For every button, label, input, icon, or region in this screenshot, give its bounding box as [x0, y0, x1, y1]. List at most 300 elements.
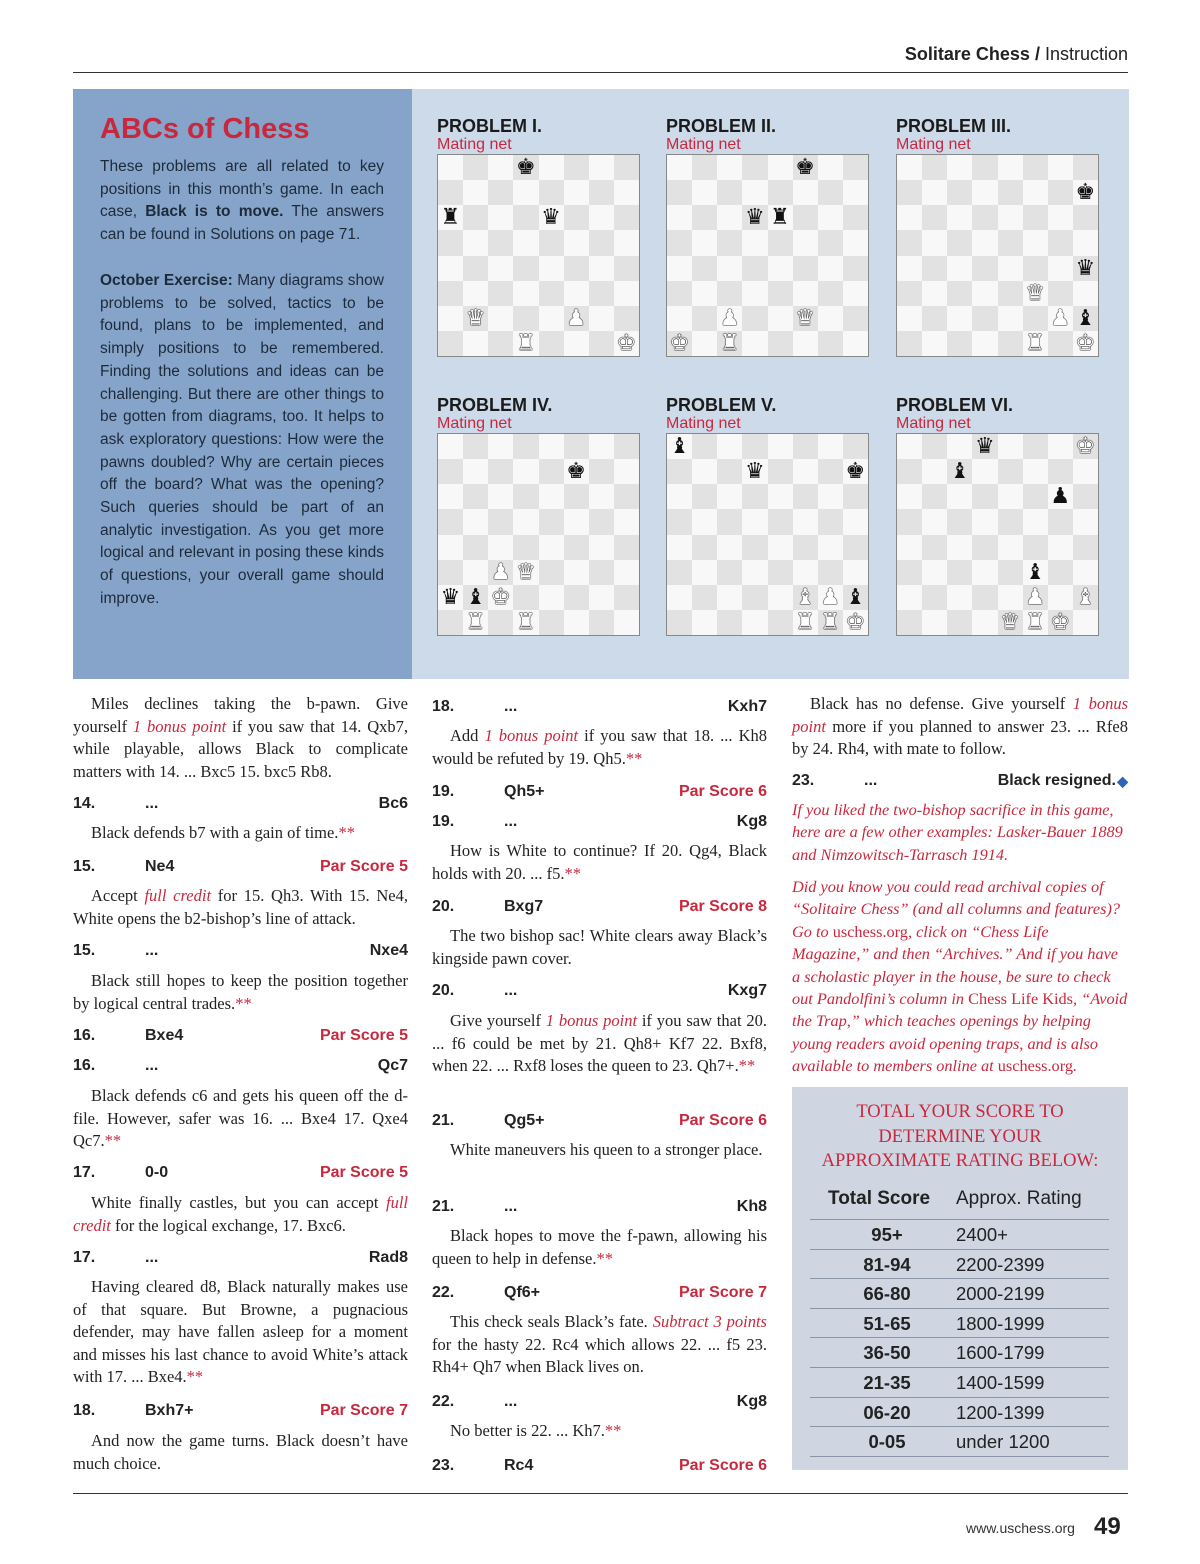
- paragraph: The two bishop sac! White clears away Black’s kingside pawn cover.: [432, 926, 767, 968]
- full-credit-text: full credit: [73, 1193, 408, 1235]
- par-score: Par Score 5: [319, 1164, 408, 1181]
- board-square: [667, 459, 692, 484]
- board-square: [614, 509, 639, 534]
- board-square: [1073, 459, 1098, 484]
- move-row: 21. ... Kh8: [432, 1198, 767, 1215]
- white-rook-icon: ♜: [795, 609, 815, 635]
- board-square: [742, 434, 767, 459]
- board-square: [897, 434, 922, 459]
- board-square: [589, 484, 614, 509]
- board-square: [488, 509, 513, 534]
- board-square: [768, 509, 793, 534]
- board-square: [513, 585, 538, 610]
- board-square: [947, 256, 972, 281]
- board-square: [843, 484, 868, 509]
- star-mark: **: [338, 823, 355, 842]
- board-square: [793, 180, 818, 205]
- problem-2: [666, 116, 868, 366]
- board-square: [667, 155, 692, 180]
- black-king-icon: ♚: [795, 155, 815, 180]
- board-square: [589, 230, 614, 255]
- board-square: [818, 180, 843, 205]
- bonus-point-text: 1 bonus point: [545, 1011, 638, 1030]
- board-square: [438, 560, 463, 585]
- board-square: [589, 434, 614, 459]
- board-square: [614, 155, 639, 180]
- board-square: [1048, 434, 1073, 459]
- board-square: [843, 256, 868, 281]
- black-queen-icon: ♛: [745, 459, 765, 485]
- board-square: [438, 509, 463, 534]
- board-square: [793, 331, 818, 356]
- board-square: [998, 560, 1023, 585]
- white-king-icon: ♚: [845, 609, 866, 635]
- problem-title: PROBLEM I.: [437, 116, 543, 136]
- board-square: [692, 180, 717, 205]
- board-square: [742, 256, 767, 281]
- board-square: [897, 205, 922, 230]
- board-square: [539, 230, 564, 255]
- problem-title: PROBLEM IV.: [437, 395, 553, 415]
- paragraph: Black still hopes to keep the position together by logical central trades.**: [73, 971, 408, 1013]
- board-square: [768, 155, 793, 180]
- board-square: [897, 281, 922, 306]
- board-square: [742, 560, 767, 585]
- board-square: [897, 180, 922, 205]
- score-row: 06-20 1200-1399: [810, 1398, 1109, 1428]
- white-queen-icon: ♛: [465, 305, 486, 331]
- board-square: [922, 155, 947, 180]
- board-square: [947, 535, 972, 560]
- star-mark: **: [235, 993, 252, 1013]
- board-square: [742, 331, 767, 356]
- board-square: [539, 509, 564, 534]
- board-square: [1073, 281, 1098, 306]
- problem-subtitle: Mating net: [896, 136, 971, 153]
- board-square: [1023, 484, 1048, 509]
- board-square: [1023, 459, 1048, 484]
- black-bishop-icon: ♝: [845, 584, 866, 610]
- score-row: 51-65 1800-1999: [810, 1309, 1109, 1339]
- board-square: [947, 585, 972, 610]
- board-square: [947, 610, 972, 635]
- board-square: [589, 560, 614, 585]
- white-rook-icon: ♜: [820, 609, 841, 635]
- uschess-link[interactable]: uschess.org: [997, 1056, 1073, 1076]
- board-square: [438, 610, 463, 635]
- board-square: [667, 484, 692, 509]
- white-king-icon: ♚: [1075, 330, 1096, 356]
- board-square: [768, 306, 793, 331]
- bonus-point-text: 1 bonus point: [132, 716, 227, 736]
- board-square: [463, 155, 488, 180]
- black-queen-icon: ♛: [975, 434, 995, 459]
- black-rook-icon: ♜: [440, 205, 461, 231]
- par-score: Par Score 6: [678, 1457, 767, 1474]
- board-square: [539, 331, 564, 356]
- board-square: [922, 560, 947, 585]
- board-square: [998, 434, 1023, 459]
- board-square: [843, 535, 868, 560]
- board-square: [998, 205, 1023, 230]
- bishop-sacrifice-note: If you liked the two-bishop sacrifice in this game, here are a few other examples: Lasker-Bauer 1889 and Nimzowitsch-Tarrasch 1914.: [792, 800, 1123, 864]
- board-square: [768, 535, 793, 560]
- board-square: [998, 509, 1023, 534]
- header-separator: /: [1029, 44, 1045, 64]
- board-square: [922, 434, 947, 459]
- board-square: [1048, 331, 1073, 356]
- board-square: [564, 535, 589, 560]
- board-square: [717, 484, 742, 509]
- black-pawn-icon: ♟: [1050, 484, 1071, 510]
- board-square: [488, 180, 513, 205]
- board-square: [843, 434, 868, 459]
- paragraph: Black has no defense. Give yourself 1 bonus point more if you planned to answer 23. ... Rfe8 by 24. Rh4, with mate to follow.: [792, 694, 1128, 758]
- board-square: [1048, 205, 1073, 230]
- board-square: [692, 459, 717, 484]
- board-square: [692, 585, 717, 610]
- board-square: [818, 484, 843, 509]
- board-square: [818, 155, 843, 180]
- board-square: [1048, 585, 1073, 610]
- board-square: [818, 205, 843, 230]
- board-square: [513, 281, 538, 306]
- board-square: [1023, 205, 1048, 230]
- board-square: [717, 434, 742, 459]
- board-square: [897, 459, 922, 484]
- board-square: [692, 484, 717, 509]
- board-square: [947, 434, 972, 459]
- board-square: [589, 155, 614, 180]
- white-queen-icon: ♛: [795, 305, 815, 331]
- chess-board: [437, 154, 640, 357]
- white-king-icon: ♚: [1050, 609, 1071, 635]
- paragraph: Miles declines taking the b-pawn. Give yourself 1 bonus point if you saw that 14. Qxb7, while playable, allows Black to complicate matters with 14. ... Bxc5 15. bxc5 Rb8.: [73, 694, 408, 781]
- board-square: [539, 610, 564, 635]
- black-rook-icon: ♜: [770, 205, 790, 231]
- board-square: [463, 180, 488, 205]
- board-square: [463, 509, 488, 534]
- board-square: [717, 256, 742, 281]
- board-square: [692, 331, 717, 356]
- chess-life-kids-text: Chess Life Kids: [968, 989, 1074, 1009]
- board-square: [692, 230, 717, 255]
- board-square: [1023, 230, 1048, 255]
- board-square: [922, 585, 947, 610]
- board-square: [1048, 180, 1073, 205]
- board-square: [897, 256, 922, 281]
- board-square: [438, 331, 463, 356]
- board-square: [614, 281, 639, 306]
- board-square: [717, 180, 742, 205]
- page-number: 49: [1094, 1513, 1121, 1540]
- board-square: [692, 306, 717, 331]
- star-mark: **: [596, 1248, 613, 1268]
- board-square: [843, 560, 868, 585]
- bonus-point-text: 1 bonus point: [484, 726, 579, 745]
- board-square: [793, 509, 818, 534]
- board-square: [818, 331, 843, 356]
- board-square: [667, 256, 692, 281]
- board-square: [614, 306, 639, 331]
- board-square: [564, 205, 589, 230]
- score-row: 0-05 under 1200: [810, 1427, 1109, 1457]
- board-square: [742, 230, 767, 255]
- board-square: [947, 180, 972, 205]
- board-square: [768, 331, 793, 356]
- board-square: [564, 180, 589, 205]
- abc-exercise-label: October Exercise:: [100, 272, 233, 289]
- board-square: [589, 459, 614, 484]
- board-square: [818, 509, 843, 534]
- board-square: [972, 331, 997, 356]
- board-square: [463, 281, 488, 306]
- board-square: [589, 331, 614, 356]
- move-row: 23. Rc4 Par Score 6: [432, 1455, 767, 1475]
- problem-subtitle: Mating net: [666, 415, 741, 432]
- board-square: [1048, 459, 1073, 484]
- white-bishop-icon: ♝: [795, 584, 815, 610]
- board-square: [488, 256, 513, 281]
- board-square: [692, 256, 717, 281]
- board-square: [564, 256, 589, 281]
- paragraph: No better is 22. ... Kh7.**: [450, 1421, 622, 1440]
- black-queen-icon: ♛: [440, 584, 461, 610]
- board-square: [897, 585, 922, 610]
- white-rook-icon: ♜: [465, 609, 486, 635]
- board-square: [539, 560, 564, 585]
- board-square: [1023, 509, 1048, 534]
- board-square: [897, 484, 922, 509]
- board-square: [564, 434, 589, 459]
- board-square: [742, 610, 767, 635]
- board-square: [1073, 535, 1098, 560]
- abc-intro: [100, 156, 384, 247]
- board-square: [742, 306, 767, 331]
- chess-board: [896, 433, 1099, 636]
- board-square: [717, 281, 742, 306]
- problem-title: PROBLEM II.: [666, 116, 777, 136]
- board-square: [922, 306, 947, 331]
- board-square: [589, 509, 614, 534]
- board-square: [692, 535, 717, 560]
- board-square: [667, 560, 692, 585]
- white-rook-icon: ♜: [1025, 609, 1045, 635]
- board-square: [667, 306, 692, 331]
- board-square: [564, 509, 589, 534]
- board-square: [513, 459, 538, 484]
- board-square: [692, 610, 717, 635]
- board-square: [667, 230, 692, 255]
- white-queen-icon: ♛: [1025, 280, 1045, 306]
- board-square: [692, 281, 717, 306]
- board-square: [922, 180, 947, 205]
- board-square: [589, 281, 614, 306]
- board-square: [564, 585, 589, 610]
- board-square: [692, 155, 717, 180]
- problem-title: PROBLEM V.: [666, 395, 777, 415]
- board-square: [488, 331, 513, 356]
- board-square: [1048, 256, 1073, 281]
- board-square: [614, 434, 639, 459]
- archive-note: Did you know you could read archival copies of “Solitaire Chess” (and all columns and features)? Go to uschess.org, click on “Chess Life Magazine,” and then “Archives.” And if you have a scholastic player in the house, be sure to check out Pandolfini’s column in Chess Life Kids, “Avoid the Trap,” which teaches openings by helping young readers avoid opening traps, and is also available to members online at uschess.org.: [792, 877, 1128, 1076]
- white-pawn-icon: ♟: [1025, 584, 1045, 610]
- board-square: [513, 180, 538, 205]
- board-square: [922, 459, 947, 484]
- par-score: Par Score 6: [678, 1112, 767, 1129]
- board-square: [463, 535, 488, 560]
- header-subsection: Instruction: [1044, 44, 1128, 64]
- move-row: 22. Qf6+ Par Score 7: [432, 1282, 767, 1302]
- board-square: [667, 509, 692, 534]
- board-square: [1073, 484, 1098, 509]
- board-square: [793, 230, 818, 255]
- board-square: [843, 205, 868, 230]
- board-square: [564, 484, 589, 509]
- board-square: [897, 155, 922, 180]
- white-king-icon: ♚: [669, 330, 690, 356]
- board-square: [564, 155, 589, 180]
- board-square: [742, 281, 767, 306]
- board-square: [922, 256, 947, 281]
- score-table-header: Total Score Approx. Rating: [810, 1186, 1109, 1220]
- board-square: [947, 484, 972, 509]
- board-square: [614, 484, 639, 509]
- board-square: [947, 205, 972, 230]
- white-rook-icon: ♜: [516, 609, 536, 635]
- move-row: 23. ... Black resigned. ◆: [792, 770, 1128, 790]
- black-bishop-icon: ♝: [1075, 305, 1096, 331]
- board-square: [843, 230, 868, 255]
- board-square: [972, 509, 997, 534]
- board-square: [488, 155, 513, 180]
- board-square: [818, 230, 843, 255]
- board-square: [768, 281, 793, 306]
- par-score: Par Score 5: [319, 1027, 408, 1044]
- board-square: [793, 560, 818, 585]
- end-diamond-icon: ◆: [1117, 773, 1128, 789]
- white-pawn-icon: ♟: [820, 584, 841, 610]
- problem-subtitle: Mating net: [437, 136, 512, 153]
- board-square: [998, 230, 1023, 255]
- par-score: Par Score 7: [678, 1284, 767, 1301]
- board-square: [843, 306, 868, 331]
- board-square: [972, 585, 997, 610]
- board-square: [589, 610, 614, 635]
- board-square: [818, 306, 843, 331]
- board-square: [539, 585, 564, 610]
- board-square: [589, 535, 614, 560]
- board-square: [667, 585, 692, 610]
- board-square: [614, 256, 639, 281]
- star-mark: **: [738, 1056, 756, 1075]
- problem-3: [896, 116, 1098, 366]
- full-credit-text: full credit: [144, 886, 212, 905]
- board-square: [717, 205, 742, 230]
- problem-title: PROBLEM III.: [896, 116, 1012, 136]
- board-square: [589, 180, 614, 205]
- board-square: [793, 281, 818, 306]
- white-king-icon: ♚: [616, 330, 637, 356]
- board-square: [922, 331, 947, 356]
- board-square: [692, 509, 717, 534]
- board-square: [972, 306, 997, 331]
- board-square: [717, 585, 742, 610]
- board-square: [463, 256, 488, 281]
- board-square: [667, 205, 692, 230]
- board-square: [513, 434, 538, 459]
- board-square: [998, 155, 1023, 180]
- problem-4: [437, 395, 639, 645]
- uschess-link[interactable]: uschess.org: [832, 921, 908, 941]
- board-square: [488, 205, 513, 230]
- board-square: [972, 610, 997, 635]
- white-pawn-icon: ♟: [490, 559, 511, 585]
- footer-url[interactable]: www.uschess.org: [966, 1520, 1075, 1536]
- chess-board: [437, 433, 640, 636]
- board-square: [513, 484, 538, 509]
- board-square: [513, 230, 538, 255]
- black-bishop-icon: ♝: [1025, 559, 1045, 585]
- board-square: [488, 281, 513, 306]
- board-square: [818, 256, 843, 281]
- board-square: [488, 230, 513, 255]
- move-row: 21. Qg5+ Par Score 6: [432, 1110, 767, 1130]
- board-square: [972, 484, 997, 509]
- board-square: [438, 281, 463, 306]
- move-row: 17. 0-0 Par Score 5: [73, 1162, 408, 1182]
- board-square: [438, 484, 463, 509]
- board-square: [539, 256, 564, 281]
- board-square: [818, 535, 843, 560]
- board-square: [438, 306, 463, 331]
- score-table: [810, 1186, 1109, 1457]
- paragraph: Add 1 bonus point if you saw that 18. ... Kh8 would be refuted by 19. Qh5.**: [432, 726, 767, 768]
- board-square: [998, 585, 1023, 610]
- board-square: [972, 230, 997, 255]
- board-square: [589, 585, 614, 610]
- header-section: Solitare Chess: [904, 44, 1030, 64]
- board-square: [1073, 205, 1098, 230]
- board-square: [843, 281, 868, 306]
- board-square: [463, 230, 488, 255]
- board-square: [513, 205, 538, 230]
- chess-board: [896, 154, 1099, 357]
- board-square: [1073, 230, 1098, 255]
- paragraph: This check seals Black’s fate. Subtract 3 points for the hasty 22. Rc4 which allows 22. ... f5 23. Rh4+ Qh7 when Black lives on.: [432, 1312, 767, 1376]
- board-square: [717, 610, 742, 635]
- board-square: [564, 610, 589, 635]
- abc-intro-bold: Black is to move.: [145, 203, 284, 221]
- board-square: [717, 230, 742, 255]
- board-square: [742, 180, 767, 205]
- problem-subtitle: Mating net: [437, 415, 512, 432]
- board-square: [488, 434, 513, 459]
- board-square: [818, 281, 843, 306]
- board-square: [818, 434, 843, 459]
- board-square: [897, 509, 922, 534]
- board-square: [768, 230, 793, 255]
- white-rook-icon: ♜: [1025, 330, 1045, 356]
- board-square: [1023, 155, 1048, 180]
- score-row: 36-50 1600-1799: [810, 1338, 1109, 1368]
- board-square: [1048, 155, 1073, 180]
- bonus-point-text: 1 bonus point: [792, 694, 1128, 736]
- white-bishop-icon: ♝: [1075, 584, 1096, 610]
- board-square: [614, 535, 639, 560]
- paragraph: And now the game turns. Black doesn’t have much choice.: [73, 1431, 408, 1473]
- board-square: [998, 331, 1023, 356]
